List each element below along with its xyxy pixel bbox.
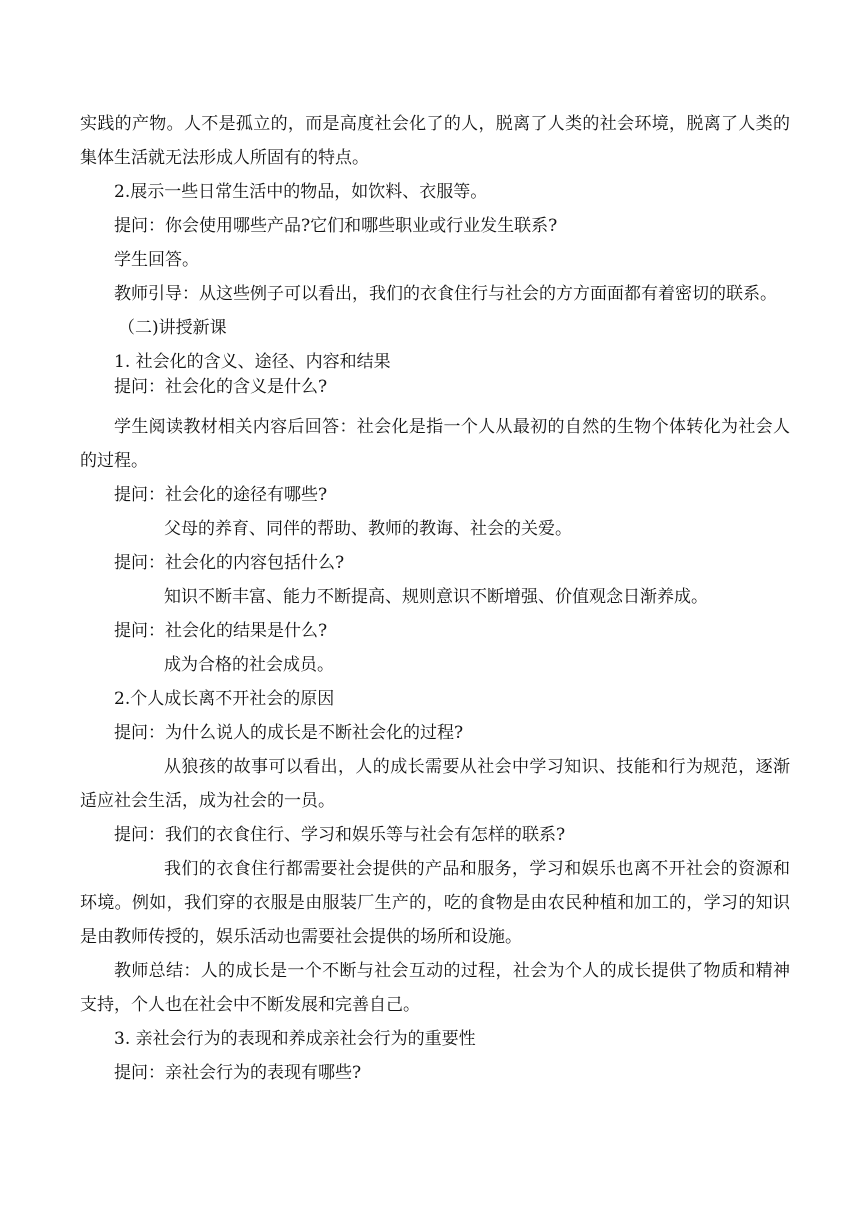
paragraph-line: 实践的产物。人不是孤立的，而是高度社会化了的人，脱离了人类的社会环境，脱离了人类的: [80, 114, 790, 134]
question-line: 提问：社会化的途径有哪些?: [114, 485, 328, 505]
subsection-heading: 3. 亲社会行为的表现和养成亲社会行为的重要性: [114, 1029, 476, 1049]
answer-line: 成为合格的社会成员。: [164, 655, 334, 675]
answer-line: 环境。例如，我们穿的衣服是由服装厂生产的，吃的食物是由农民种植和加工的，学习的知识: [80, 893, 790, 913]
subsection-heading: 2.个人成长离不开社会的原因: [114, 689, 335, 709]
paragraph-line: 的过程。: [80, 451, 148, 471]
question-line: 提问：我们的衣食住行、学习和娱乐等与社会有怎样的联系?: [114, 825, 566, 845]
question-line: 提问：亲社会行为的表现有哪些?: [114, 1063, 362, 1083]
answer-line: 是由教师传授的，娱乐活动也需要社会提供的场所和设施。: [80, 927, 522, 947]
question-line: 提问：你会使用哪些产品?它们和哪些职业或行业发生联系?: [114, 216, 558, 236]
paragraph-line: 学生阅读教材相关内容后回答：社会化是指一个人从最初的自然的生物个体转化为社会人: [114, 417, 790, 437]
list-item-heading: 2.展示一些日常生活中的物品，如饮料、衣服等。: [114, 182, 488, 202]
paragraph-line: 教师总结：人的成长是一个不断与社会互动的过程，社会为个人的成长提供了物质和精神: [114, 961, 790, 981]
question-line: 提问：为什么说人的成长是不断社会化的过程?: [114, 723, 464, 743]
paragraph-line: 支持，个人也在社会中不断发展和完善自己。: [80, 995, 420, 1015]
paragraph-line: 集体生活就无法形成人所固有的特点。: [80, 148, 369, 168]
question-line: 提问：社会化的结果是什么?: [114, 621, 328, 641]
answer-line: 从狼孩的故事可以看出，人的成长需要从社会中学习知识、技能和行为规范，逐渐: [164, 757, 790, 777]
question-line: 提问：社会化的内容包括什么?: [114, 553, 345, 573]
paragraph-line: 学生回答。: [114, 250, 199, 270]
paragraph-line: 教师引导：从这些例子可以看出，我们的衣食住行与社会的方方面面都有着密切的联系。: [114, 284, 777, 304]
section-heading: （二)讲授新课: [118, 318, 227, 338]
answer-line: 父母的养育、同伴的帮助、教师的教诲、社会的关爱。: [164, 519, 572, 539]
answer-line: 知识不断丰富、能力不断提高、规则意识不断增强、价值观念日渐养成。: [164, 587, 708, 607]
question-line: 提问：社会化的含义是什么?: [114, 377, 328, 397]
answer-line: 我们的衣食住行都需要社会提供的产品和服务，学习和娱乐也离不开社会的资源和: [164, 859, 790, 879]
answer-line: 适应社会生活，成为社会的一员。: [80, 791, 335, 811]
subsection-heading: 1. 社会化的含义、途径、内容和结果: [114, 352, 391, 372]
